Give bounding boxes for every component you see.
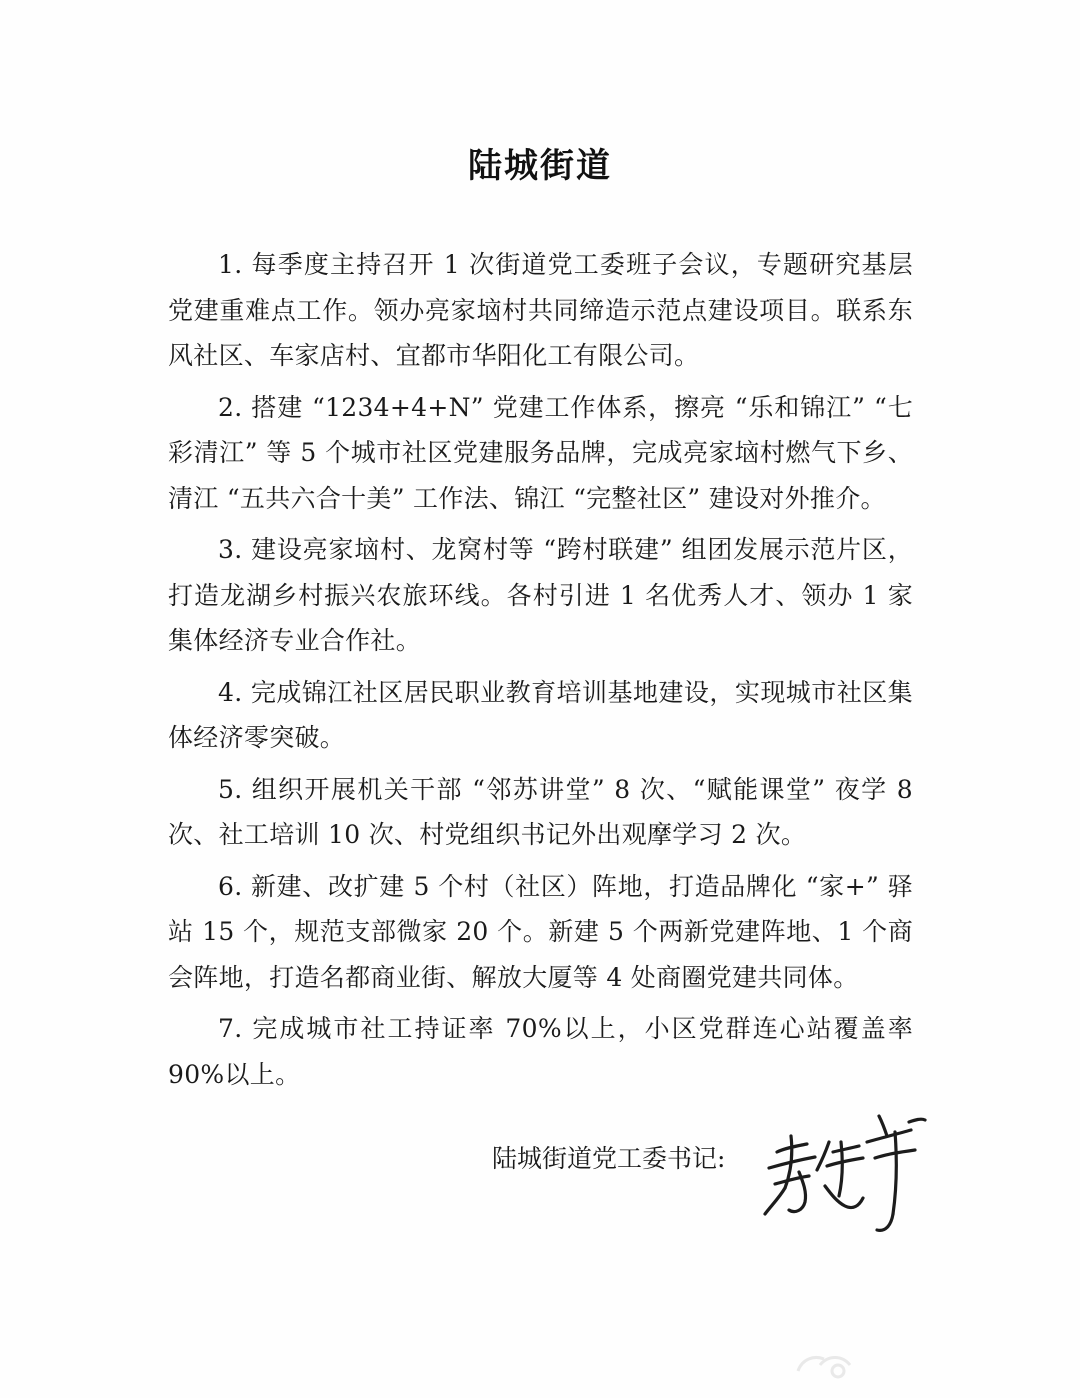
paragraph-7: 7. 完成城市社工持证率 70%以上，小区党群连心站覆盖率 90%以上。 xyxy=(168,1014,913,1089)
faint-watermark-icon xyxy=(790,1345,860,1385)
paragraph-1: 1. 每季度主持召开 1 次街道党工委班子会议，专题研究基层党建重难点工作。领办亮家垴村共同缔造示范点建设项目。联系东风社区、车家店村、宜都市华阳化工有限公司。 xyxy=(168,250,913,370)
paragraph-6: 6. 新建、改扩建 5 个村（社区）阵地，打造品牌化 “家+” 驿站 15 个，规范支部微家 20 个。新建 5 个两新党建阵地、1 个商会阵地，打造名都商业街、解放大厦等 4 处商圈党建共同体。 xyxy=(168,871,913,992)
paragraph-2: 2. 搭建 “1234+4+N” 党建工作体系，擦亮 “乐和锦江” “七彩清江” 等 5 个城市社区党建服务品牌，完成亮家垴村燃气下乡、清江 “五共六合十美” 工作法、锦江 “完整社区” 建设对外推介。 xyxy=(168,392,913,513)
document-body xyxy=(168,242,913,1103)
paragraph-4: 4. 完成锦江社区居民职业教育培训基地建设，实现城市社区集体经济零突破。 xyxy=(168,677,913,752)
paragraph-3: 3. 建设亮家垴村、龙窝村等 “跨村联建” 组团发展示范片区，打造龙湖乡村振兴农旅环线。各村引进 1 名优秀人才、领办 1 家集体经济专业合作社。 xyxy=(168,535,913,655)
page-title: 陆城街道 xyxy=(468,146,612,186)
signature-label: 陆城街道党工委书记: xyxy=(492,1144,726,1173)
paragraph-5: 5. 组织开展机关干部 “邻苏讲堂” 8 次、“赋能课堂” 夜学 8 次、社工培训 10 次、村党组织书记外出观摩学习 2 次。 xyxy=(168,774,913,849)
handwritten-signature xyxy=(755,1102,930,1242)
